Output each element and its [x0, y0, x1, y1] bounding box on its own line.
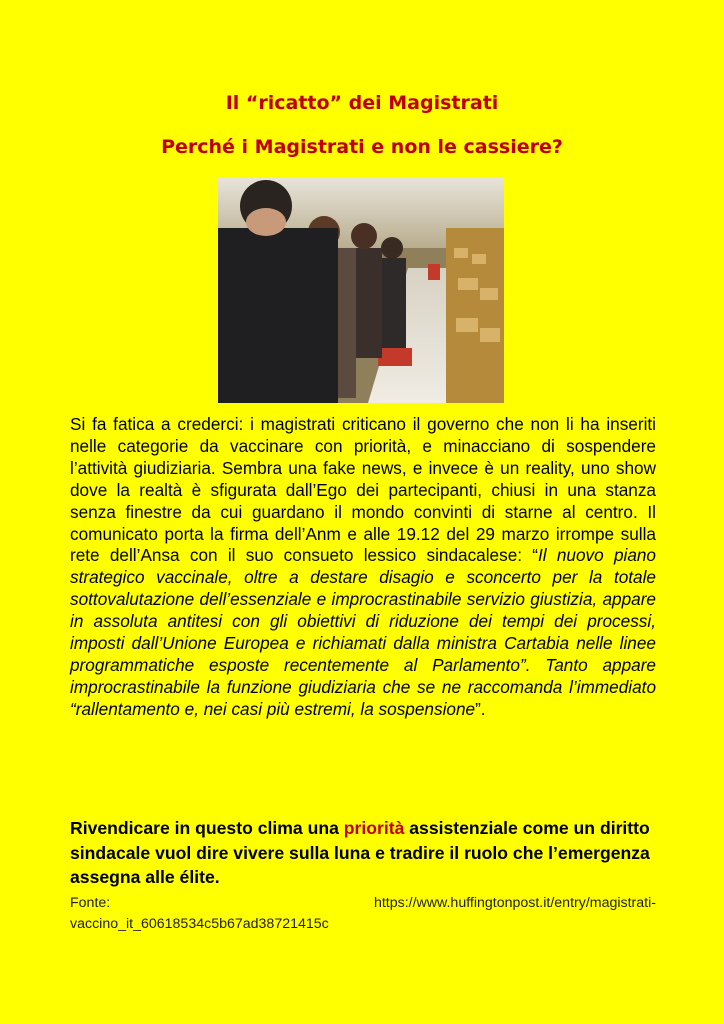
source-url-part1: https://www.huffingtonpost.it/entry/magistrati- — [373, 895, 656, 911]
source-citation — [70, 893, 656, 935]
article-paragraph: Si fa fatica a crederci: i magistrati criticano il governo che non li ha inseriti nelle categorie da vaccinare con priorità, e minacciano di sospendere l’attività giudiziaria. Sembra una fake news, e invece è un reality, uno show dove la realtà è sfigurata dall’Ego dei partecipanti, chiusi in una stanza senza finestre da cui guardano il mondo convinti di starne al centro. Il comunicato porta la firma dell’Anm e alle 19.12 del 29 marzo irrompe sulla rete dell’Ansa con il suo consueto lessico sindacalese: “ — [70, 414, 656, 566]
page-title: Il “ricatto” dei Magistrati — [225, 92, 499, 114]
conclusion-highlight: priorità — [343, 818, 405, 838]
supermarket-queue-photo — [218, 178, 504, 403]
article-paragraph-end: ”. — [475, 698, 486, 719]
page-subtitle: Perché i Magistrati e non le cassiere? — [161, 136, 563, 158]
source-label: Fonte: — [70, 895, 111, 911]
conclusion-after: assistenziale come un diritto sindacale vuol dire vivere sulla luna e tradire il ruolo che l’emergenza assegna alle élite. — [70, 818, 650, 887]
article-body — [70, 414, 656, 721]
source-url-part2: vaccino_it_60618534c5b67ad38721415c — [70, 916, 329, 932]
article-quote: Il nuovo piano strategico vaccinale, oltre a destare disagio e sconcerto per la totale sottovalutazione dell’essenziale e improcrastinabile servizio giustizia, appare in assoluta antitesi con gli obiettivi di riduzione dei tempi dei processi, imposti dall’Unione Europea e richiamati dalla ministra Cartabia nelle linee programmatiche esposte recentemente al Parlamento”. Tanto appare improcrastinabile la funzione giudiziaria che se ne raccomanda l’immediato “rallentamento e, nei casi più estremi, la sospensione — [70, 545, 656, 719]
conclusion-before: Rivendicare in questo clima una — [70, 818, 344, 838]
conclusion-statement — [70, 816, 656, 890]
